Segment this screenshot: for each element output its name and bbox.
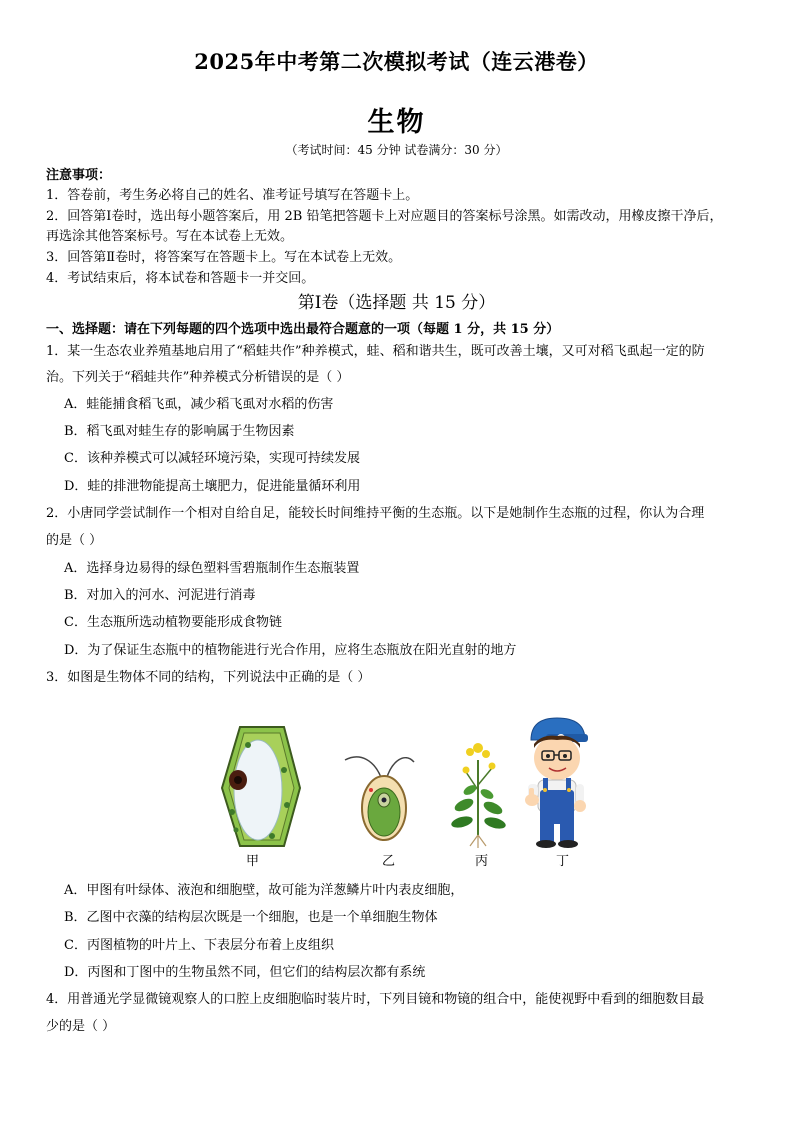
exam-info: （考试时间：45 分钟 试卷满分：30 分） — [285, 143, 508, 157]
question-stem: 2．小唐同学尝试制作一个相对自给自足，能较长时间维持平衡的生态瓶。以下是她制作生态瓶的过程，你认为合理 — [46, 506, 705, 521]
option-c: C．生态瓶所选动植物要能形成食物链 — [64, 615, 282, 630]
question-stem: 少的是（ ） — [46, 1019, 116, 1034]
section-title: 第Ⅰ卷（选择题 共 15 分） — [297, 293, 496, 313]
boy-illustration — [525, 718, 588, 848]
option-b: B．对加入的河水、河泥进行消毒 — [64, 588, 256, 603]
question-stem: 1．某一生态农业养殖基地启用了“稻蛙共作”种养模式，蛙、稻和谐共生，既可改善土壤，又可对稻飞虱起一定的防 — [46, 344, 705, 359]
section-instruction: 一、选择题：请在下列每题的四个选项中选出最符合题意的一项（每题 1 分，共 15 分） — [46, 322, 560, 337]
figure-label-ding: 丁 — [556, 854, 570, 869]
figure-label-yi: 乙 — [382, 854, 396, 869]
option-d: D．蛙的排泄物能提高土壤肥力，促进能量循环利用 — [64, 479, 361, 494]
note-line: 4．考试结束后，将本试卷和答题卡一并交回。 — [46, 271, 315, 286]
option-b: B．稻飞虱对蛙生存的影响属于生物因素 — [64, 424, 295, 439]
option-a: A．甲图有叶绿体、液泡和细胞壁，故可能为洋葱鳞片叶内表皮细胞， — [64, 883, 464, 898]
note-line: 1．答卷前，考生务必将自己的姓名、准考证号填写在答题卡上。 — [46, 188, 419, 203]
option-b: B．乙图中衣藻的结构层次既是一个细胞，也是一个单细胞生物体 — [64, 910, 438, 925]
question-stem: 4．用普通光学显微镜观察人的口腔上皮细胞临时装片时，下列目镜和物镜的组合中，能使视野中看到的细胞数目最 — [46, 992, 705, 1007]
option-a: A．蛙能捕食稻飞虱，减少稻飞虱对水稻的伤害 — [64, 397, 334, 412]
question-stem: 的是（ ） — [46, 533, 103, 548]
option-c: C．丙图植物的叶片上、下表层分布着上皮组织 — [64, 938, 334, 953]
chlamydomonas-illustration — [345, 757, 414, 840]
note-line: 3．回答第Ⅱ卷时，将答案写在答题卡上。写在本试卷上无效。 — [46, 250, 402, 265]
plant-cell-illustration — [222, 727, 300, 846]
option-c: C．该种养模式可以减轻环境污染，实现可持续发展 — [64, 451, 360, 466]
figure-label-jia: 甲 — [246, 854, 260, 869]
option-a: A．选择身边易得的绿色塑料雪碧瓶制作生态瓶装置 — [64, 561, 360, 576]
option-d: D．为了保证生态瓶中的植物能进行光合作用，应将生态瓶放在阳光直射的地方 — [64, 643, 517, 658]
notes-heading: 注意事项： — [46, 168, 112, 183]
note-line: 再选涂其他答案标号。写在本试卷上无效。 — [46, 229, 294, 244]
figure-label-bing: 丙 — [475, 854, 489, 869]
note-line: 2．回答第Ⅰ卷时，选出每小题答案后，用 2B 铅笔把答题卡上对应题目的答案标号涂黑。如需改动，用橡皮擦干净后， — [46, 209, 723, 224]
rapeseed-plant-illustration — [450, 743, 507, 848]
question-stem: 3．如图是生物体不同的结构，下列说法中正确的是（ ） — [46, 670, 371, 685]
exam-title: 2025年中考第二次模拟考试（连云港卷） — [194, 49, 599, 74]
subject-title: 生物 — [367, 107, 426, 138]
option-d: D．丙图和丁图中的生物虽然不同，但它们的结构层次都有系统 — [64, 965, 426, 980]
question-stem: 治。下列关于“稻蛙共作”种养模式分析错误的是（ ） — [46, 370, 350, 385]
